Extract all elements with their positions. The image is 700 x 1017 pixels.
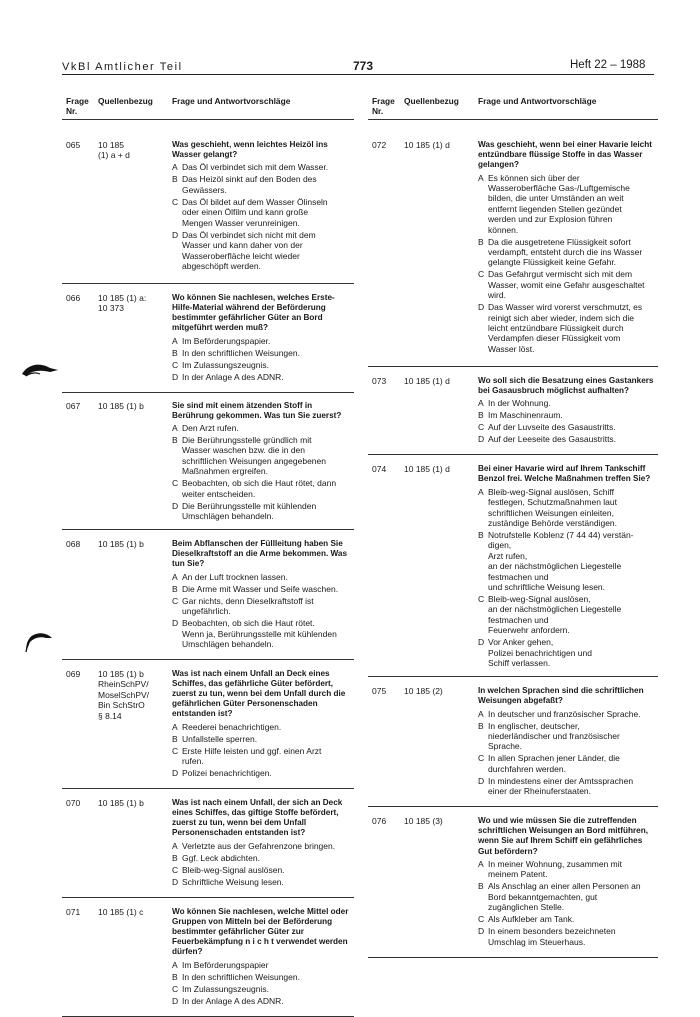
question-number: 065 (66, 140, 81, 150)
option-text: In der Anlage A des ADNR. (182, 995, 284, 1006)
option-letter: B (172, 435, 178, 446)
answer-option (172, 572, 354, 582)
option-text: Bleib-weg-Signal auslösen, Schiff festlegen, Schutzmaßnahmen laut schriftlichen Weisungen einleiten, zuständige Behörde verständigen. (488, 486, 618, 529)
option-text: Auf der Leeseite des Gasaustritts. (488, 434, 617, 445)
header-rule (62, 74, 654, 75)
option-letter: D (478, 775, 485, 786)
question-body (478, 140, 658, 354)
pointing-hand-mark-icon (20, 362, 60, 380)
answer-option (478, 594, 658, 636)
header-nr: Frage Nr. (372, 96, 395, 116)
question-number: 072 (372, 140, 387, 150)
option-letter: B (172, 971, 178, 982)
answer-option (478, 926, 658, 947)
option-text: Die Berührungsstelle mit kühlenden Umschlägen behandeln. (182, 500, 317, 522)
option-text: Beobachten, ob sich die Haut rötet. Wenn ja, Berührungsstelle mit kühlenden Umschlägen behandeln. (182, 618, 337, 649)
answer-option (172, 865, 354, 875)
option-text: Die Berührungsstelle gründlich mit Wasser waschen bzw. die in den schriftlichen Weisungen angegebenen Maßnahmen ergreifen. (182, 435, 326, 477)
option-letter: C (478, 422, 485, 433)
answer-option (172, 853, 354, 863)
source-reference-line: 10 185 (1) a: (98, 292, 147, 303)
question-number: 074 (372, 464, 387, 475)
question-body (478, 464, 658, 668)
question-number: 066 (66, 292, 81, 303)
answer-option (172, 435, 354, 477)
source-reference (404, 686, 476, 696)
option-text: Das Heizöl sinkt auf den Boden des Gewässers. (182, 174, 317, 195)
answer-option (478, 302, 658, 354)
answer-option (478, 422, 658, 432)
answer-option (478, 398, 658, 408)
option-letter: D (172, 768, 179, 779)
source-reference-line: 10 185 (1) b (98, 539, 144, 550)
option-letter: B (172, 347, 178, 358)
source-reference (98, 907, 170, 917)
option-letter: A (172, 423, 178, 434)
issue-label: Heft 22 – 1988 (570, 59, 646, 71)
option-text: In den schriftlichen Weisungen. (182, 347, 300, 358)
question-entry (62, 284, 354, 393)
page-number: 773 (353, 59, 374, 73)
question-body (172, 140, 354, 271)
option-text: Das Gefahrgut vermischt sich mit dem Wasser, womit eine Gefahr ausgeschaltet wird. (488, 269, 645, 301)
question-entry (62, 120, 354, 284)
option-text: Polizei benachrichtigen. (182, 768, 272, 779)
option-text: In deutscher und französischer Sprache. (488, 708, 641, 719)
question-entry (368, 120, 658, 367)
header-question: Frage und Antwortvorschläge (478, 96, 597, 106)
header-nr: Frage Nr. (66, 96, 89, 116)
question-body (172, 907, 354, 1006)
option-text: In englischer, deutscher, niederländischer und französischer Sprache. (488, 720, 620, 752)
table-header (368, 96, 658, 120)
question-number: 073 (372, 375, 387, 386)
option-letter: D (478, 434, 485, 445)
source-reference-line: 10 185 (2) (404, 686, 443, 697)
source-reference-line: 10 185 (1) b (98, 400, 144, 411)
source-reference (98, 293, 170, 314)
source-reference (404, 464, 476, 474)
question-entry (368, 677, 658, 807)
option-text: Im Zulassungszeugnis. (182, 983, 269, 994)
source-reference-line: 10 185 (98, 140, 124, 150)
right-column (368, 96, 658, 958)
option-letter: B (172, 174, 178, 185)
question-text: Beim Abflanschen der Füllleitung haben Sie Dieselkraftstoff an die Arme bekommen. Was tun Sie? (172, 539, 348, 569)
question-number: 075 (372, 686, 387, 697)
option-text: In den schriftlichen Weisungen. (182, 971, 300, 982)
question-entry (62, 530, 354, 660)
option-text: Das Öl verbindet sich nicht mit dem Wasser und kann daher von der Wasseroberfläche leicht wieder abgeschöpft werden. (182, 229, 316, 271)
answer-option (172, 360, 354, 370)
source-reference (98, 539, 170, 549)
option-text: In meiner Wohnung, zusammen mit meinem Patent. (488, 858, 623, 880)
table-header (62, 96, 354, 120)
source-reference-line: Bin SchStrO (98, 700, 145, 711)
source-reference (98, 140, 170, 161)
answer-option (172, 174, 354, 195)
question-body (478, 686, 658, 797)
answer-option (478, 753, 658, 774)
option-letter: D (172, 995, 179, 1006)
source-reference-line: (1) a + d (98, 150, 130, 161)
answer-option (172, 841, 354, 851)
answer-option (172, 722, 354, 732)
source-reference-line: 10 185 (1) d (404, 140, 450, 150)
option-letter: A (172, 840, 178, 851)
option-letter: C (172, 359, 179, 370)
question-number: 070 (66, 798, 81, 809)
answer-option (478, 881, 658, 912)
question-number: 068 (66, 539, 81, 550)
header-reference: Quellenbezug (404, 96, 459, 106)
option-letter: C (172, 196, 179, 207)
answer-option (172, 336, 354, 346)
answer-option (478, 173, 658, 235)
answer-option (172, 960, 354, 970)
source-reference-line: § 8.14 (98, 710, 122, 721)
source-reference (404, 376, 476, 386)
option-text: Als Aufkleber am Tank. (488, 914, 575, 925)
option-text: Die Arme mit Wasser und Seife waschen. (182, 583, 339, 594)
option-text: Gar nichts, denn Dieselkraftstoff ist ungefährlich. (182, 595, 314, 617)
option-letter: C (478, 269, 485, 280)
answer-option (478, 637, 658, 668)
answer-option (172, 768, 354, 778)
question-body (172, 798, 354, 887)
option-letter: D (172, 371, 179, 382)
source-reference (404, 816, 476, 826)
option-text: Erste Hilfe leisten und ggf. einen Arzt rufen. (182, 745, 322, 767)
option-letter: A (172, 162, 178, 173)
option-letter: C (478, 914, 485, 925)
option-letter: C (478, 594, 485, 605)
option-letter: A (478, 486, 484, 497)
option-text: Beobachten, ob sich die Haut rötet, dann weiter entscheiden. (182, 478, 337, 499)
answer-option (478, 530, 658, 592)
option-text: Ggf. Leck abdichten. (182, 852, 260, 863)
option-letter: C (172, 864, 179, 875)
source-reference-line: 10 185 (3) (404, 816, 443, 827)
option-letter: B (478, 720, 484, 731)
answer-option (478, 859, 658, 880)
question-number: 067 (66, 400, 81, 411)
answer-option (478, 410, 658, 420)
source-reference (98, 798, 170, 808)
option-letter: B (172, 852, 178, 863)
source-reference-line: 10 185 (1) d (404, 464, 450, 475)
header-reference: Quellenbezug (98, 96, 153, 106)
option-text: Auf der Luvseite des Gasaustritts. (488, 422, 616, 433)
option-letter: B (172, 733, 178, 744)
option-letter: D (172, 876, 179, 887)
question-entry (368, 455, 658, 677)
option-letter: B (478, 530, 484, 541)
question-body (172, 401, 354, 522)
option-text: Vor Anker gehen, Polizei benachrichtigen und Schiff verlassen. (488, 637, 592, 669)
option-text: In mindestens einer der Amtssprachen einer der Rheinuferstaaten. (488, 775, 634, 797)
option-letter: A (172, 571, 178, 582)
question-text: Wo soll sich die Besatzung eines Gastankers bei Gasausbruch möglichst aufhalten? (478, 375, 654, 395)
option-text: Das Wasser wird vorerst verschmutzt, es reinigt sich aber wieder, indem sich die leicht entzündbare Flüssigkeit durch Verdampfen dieser Flüssigkeit vom Wasser löst. (488, 302, 643, 354)
source-reference-line: 10 185 (1) b (98, 668, 144, 679)
question-entry (62, 789, 354, 898)
option-text: Verletzte aus der Gefahrenzone bringen. (182, 840, 336, 851)
answer-option (478, 721, 658, 752)
answer-option (478, 914, 658, 924)
source-reference-line: RheinSchPV/ (98, 679, 149, 690)
question-number: 069 (66, 668, 81, 679)
option-text: Bleib-weg-Signal auslösen. (182, 864, 285, 875)
answer-option (172, 877, 354, 887)
option-text: In allen Sprachen jener Länder, die durchfahren werden. (488, 753, 620, 774)
question-number: 071 (66, 906, 81, 917)
option-letter: A (478, 708, 484, 719)
answer-option (172, 372, 354, 382)
answer-option (478, 709, 658, 719)
header-question: Frage und Antwortvorschläge (172, 96, 291, 106)
option-letter: C (172, 983, 179, 994)
source-reference (98, 401, 170, 411)
option-letter: D (172, 229, 179, 240)
question-text: Wo können Sie nachlesen, welches Erste-Hilfe-Material während der Beförderung bestimmter gefährlicher Güter an Bord mitgeführt werden muß? (172, 292, 335, 333)
pointing-hand-mark-icon (22, 626, 54, 654)
answer-option (172, 984, 354, 994)
option-text: In der Anlage A des ADNR. (182, 371, 284, 382)
question-text: Wo und wie müssen Sie die zutreffenden schriftlichen Weisungen an Bord mitführen, wenn Sie auf Ihrem Schiff ein gefährliches Gut befördern? (478, 816, 648, 856)
question-text: Was geschieht, wenn bei einer Havarie leicht entzündbare flüssige Stoffe in das Wasser gelangen? (478, 140, 652, 170)
option-letter: D (172, 618, 179, 629)
question-text: Was geschieht, wenn leichtes Heizöl ins Wasser gelangt? (172, 140, 328, 160)
option-letter: A (478, 172, 484, 183)
question-entry (62, 898, 354, 1017)
answer-option (172, 162, 354, 172)
option-letter: D (478, 926, 485, 937)
option-text: Das Öl bildet auf dem Wasser Ölinseln oder einen Ölfilm und kann große Mengen Wasser verunreinigen. (182, 196, 328, 228)
question-entry (368, 807, 658, 957)
option-text: Das Öl verbindet sich mit dem Wasser. (182, 162, 329, 173)
question-text: Wo können Sie nachlesen, welche Mittel oder Gruppen von Mitteln bei der Beförderung bestimmter gefährlicher Güter zur Feuerbekämpfung n i c h t verwendet werden dürfen? (172, 906, 349, 957)
answer-option (478, 487, 658, 529)
option-letter: A (172, 335, 178, 346)
option-text: Im Zulassungszeugnis. (182, 359, 269, 370)
option-text: Reederei benachrichtigen. (182, 721, 282, 732)
option-text: An der Luft trocknen lassen. (182, 571, 288, 582)
answer-option (478, 237, 658, 268)
option-letter: C (172, 478, 179, 489)
option-letter: C (172, 745, 179, 756)
option-letter: B (478, 881, 484, 892)
answer-option (172, 197, 354, 228)
option-text: Im Maschinenraum. (488, 410, 563, 421)
answer-option (172, 618, 354, 649)
source-reference (404, 140, 476, 150)
answer-option (172, 734, 354, 744)
source-reference (98, 669, 170, 721)
option-text: Schriftliche Weisung lesen. (182, 876, 284, 887)
option-letter: A (478, 858, 484, 869)
answer-option (172, 996, 354, 1006)
source-reference-line: 10 185 (1) b (98, 798, 144, 809)
answer-option (172, 972, 354, 982)
question-text: Bei einer Havarie wird auf Ihrem Tankschiff Benzol frei. Welche Maßnahmen treffen Sie? (478, 464, 651, 484)
option-letter: C (478, 753, 485, 764)
option-text: In der Wohnung. (488, 398, 551, 409)
question-text: Was ist nach einem Unfall, der sich an Deck eines Schiffes, das giftige Stoffe befördert, zuerst zu tun, wenn bei dem Unfall Personenschaden entstanden ist? (172, 798, 343, 838)
question-text: Sie sind mit einem ätzenden Stoff in Berührung gekommen. Was tun Sie zuerst? (172, 400, 342, 420)
option-text: Es können sich über der Wasseroberfläche Gas-/Luftgemische bilden, die unter Umständen an weit entfernt liegenden Stellen gezündet werden und zur Explosion führen können. (488, 172, 630, 235)
option-text: Im Beförderungspapier. (182, 335, 271, 346)
right-entries (368, 120, 658, 958)
source-reference-line: 10 373 (98, 303, 124, 314)
option-letter: D (172, 500, 179, 511)
question-body (172, 669, 354, 779)
option-text: Den Arzt rufen. (182, 423, 239, 434)
answer-option (478, 434, 658, 444)
option-letter: A (172, 721, 178, 732)
option-letter: C (172, 595, 179, 606)
left-entries (62, 120, 354, 1017)
question-body (172, 293, 354, 382)
answer-option (172, 348, 354, 358)
question-body (172, 539, 354, 649)
option-letter: A (478, 398, 484, 409)
source-reference-line: 10 185 (1) c (98, 906, 144, 917)
question-text: Was ist nach einem Unfall an Deck eines Schiffes, das gefährliche Güter befördert, zuerst zu tun, wenn bei dem Unfall durch die gefährlichen Güter Personenschaden entstanden ist? (172, 668, 346, 719)
answer-option (478, 776, 658, 797)
option-text: Notrufstelle Koblenz (7 44 44) verstän- digen, Arzt rufen, an der nächstmöglichen Liegestelle festmachen und und schriftliche Weisung lesen. (488, 530, 634, 593)
source-reference-line: 10 185 (1) d (404, 375, 450, 386)
answer-option (172, 501, 354, 522)
option-letter: B (478, 410, 484, 421)
option-text: In einem besonders bezeichneten Umschlag im Steuerhaus. (488, 926, 616, 947)
answer-option (172, 478, 354, 499)
question-text: In welchen Sprachen sind die schriftlichen Weisungen abgefaßt? (478, 686, 644, 706)
left-column (62, 96, 354, 1017)
option-text: Als Anschlag an einer allen Personen an Bord bekanntgemachten, gut zugänglichen Stelle. (488, 881, 641, 913)
option-text: Da die ausgetretene Flüssigkeit sofort verdampft, entsteht durch die ins Wasser gelangte Flüssigkeit keine Gefahr. (488, 236, 643, 268)
option-letter: B (478, 236, 484, 247)
question-number: 076 (372, 816, 387, 827)
source-reference-line: MoselSchPV/ (98, 689, 150, 700)
answer-option (172, 746, 354, 767)
option-letter: D (478, 302, 485, 313)
publication-title: VkBl Amtlicher Teil (62, 61, 183, 73)
answer-option (478, 269, 658, 300)
answer-option (172, 584, 354, 594)
answer-option (172, 230, 354, 272)
page-header (0, 58, 700, 78)
answer-option (172, 423, 354, 433)
option-text: Unfallstelle sperren. (182, 733, 258, 744)
question-entry (368, 367, 658, 455)
question-entry (62, 393, 354, 531)
option-text: Bleib-weg-Signal auslösen, an der nächstmöglichen Liegestelle festmachen und Feuerwehr anfordern. (488, 594, 622, 636)
option-letter: A (172, 959, 178, 970)
option-letter: B (172, 583, 178, 594)
option-text: Im Beförderungspapier (182, 959, 269, 970)
answer-option (172, 596, 354, 617)
option-letter: D (478, 637, 485, 648)
question-body (478, 816, 658, 947)
question-entry (62, 660, 354, 789)
question-body (478, 376, 658, 445)
